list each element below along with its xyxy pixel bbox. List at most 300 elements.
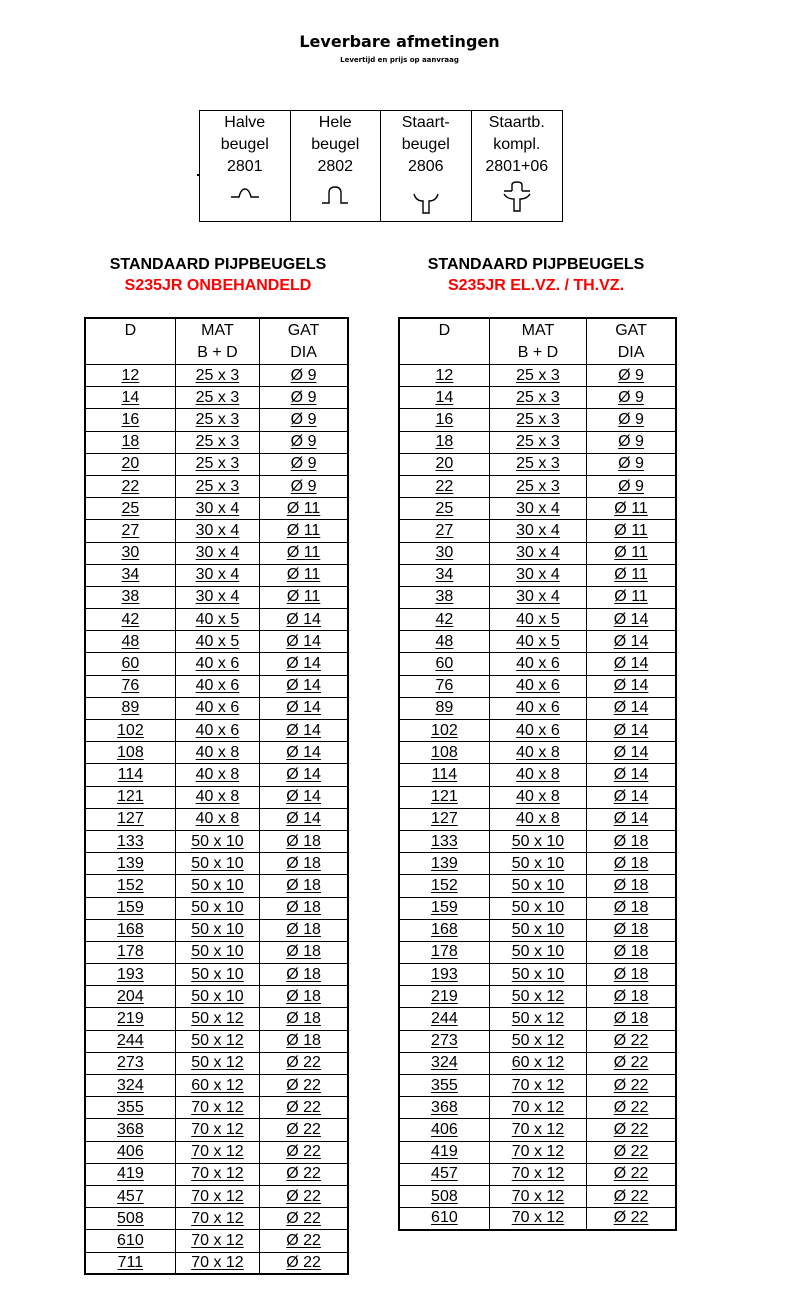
cell-value: 193 [117, 965, 144, 983]
cell-value: Ø 14 [286, 677, 321, 695]
cell-value: Ø 22 [286, 1076, 321, 1094]
diameter-cell [85, 1052, 175, 1074]
table-row [399, 808, 676, 830]
cell-value: 30 x 4 [516, 521, 560, 539]
cell-value: 70 x 12 [191, 1165, 244, 1183]
table-row [85, 387, 348, 409]
diameter-cell [85, 1030, 175, 1052]
hole-cell [587, 542, 676, 564]
diameter-cell [399, 808, 489, 830]
table-row [399, 764, 676, 786]
cell-value: 30 x 4 [195, 544, 240, 562]
material-cell [489, 653, 586, 675]
hole-cell [587, 1141, 676, 1163]
cell-value: Ø 11 [286, 521, 321, 539]
material-cell [175, 786, 259, 808]
table-row [399, 1119, 676, 1141]
material-cell [489, 1119, 586, 1141]
material-cell [175, 520, 259, 542]
cell-value: Ø 9 [290, 433, 317, 451]
cell-value: Ø 18 [286, 943, 321, 961]
table-row [399, 475, 676, 497]
table-row [85, 919, 348, 941]
cell-value: 355 [431, 1076, 458, 1094]
cell-value: 324 [117, 1076, 144, 1094]
column-header-line: MAT [521, 322, 555, 339]
material-cell [175, 564, 259, 586]
hole-cell [260, 564, 348, 586]
cell-value: 273 [431, 1032, 458, 1050]
diameter-cell [85, 586, 175, 608]
material-cell [175, 365, 259, 387]
cell-value: Ø 22 [286, 1231, 321, 1249]
hole-cell [260, 1052, 348, 1074]
diameter-cell [399, 1208, 489, 1230]
cell-value: 193 [431, 965, 458, 983]
diameter-cell [399, 919, 489, 941]
diameter-cell [399, 764, 489, 786]
diameter-cell [399, 409, 489, 431]
cell-value: 50 x 10 [191, 965, 244, 983]
cell-value: 20 [435, 455, 454, 473]
material-cell [175, 830, 259, 852]
cell-value: Ø 14 [286, 632, 321, 650]
diameter-cell [85, 919, 175, 941]
material-cell [489, 1030, 586, 1052]
cell-value: Ø 22 [286, 1209, 321, 1227]
hole-cell [260, 1030, 348, 1052]
cell-value: Ø 11 [614, 499, 648, 517]
bracket-type-code: 2802 [317, 158, 354, 175]
cell-value: 25 x 3 [195, 477, 240, 495]
hole-cell [587, 830, 676, 852]
diameter-cell [85, 697, 175, 719]
cell-value: 133 [431, 832, 458, 850]
diameter-cell [85, 1230, 175, 1252]
cell-value: Ø 18 [286, 987, 321, 1005]
table-row [399, 697, 676, 719]
cell-value: 40 x 5 [516, 610, 560, 628]
material-cell [489, 520, 586, 542]
cell-value: 25 x 3 [195, 366, 240, 384]
hole-cell [587, 1052, 676, 1074]
cell-value: Ø 22 [613, 1143, 649, 1161]
hole-cell [260, 542, 348, 564]
material-cell [489, 431, 586, 453]
table-header-row [399, 318, 676, 365]
material-cell [489, 986, 586, 1008]
hole-cell [587, 875, 676, 897]
cell-value: 40 x 5 [195, 632, 240, 650]
hole-cell [587, 1185, 676, 1207]
cell-value: Ø 18 [613, 965, 649, 983]
cell-value: Ø 18 [286, 832, 321, 850]
material-cell [175, 675, 259, 697]
bracket-type-half [200, 111, 291, 221]
material-cell [175, 431, 259, 453]
cell-value: 30 x 4 [195, 566, 240, 584]
diameter-cell [85, 853, 175, 875]
cell-value: Ø 18 [286, 1032, 321, 1050]
table-row [85, 475, 348, 497]
cell-value: Ø 18 [613, 854, 649, 872]
table-row [85, 365, 348, 387]
cell-value: 25 x 3 [195, 410, 240, 428]
hole-cell [587, 697, 676, 719]
material-cell [489, 875, 586, 897]
cell-value: 34 [435, 566, 454, 584]
diameter-cell [85, 653, 175, 675]
material-cell [175, 586, 259, 608]
cell-value: 50 x 10 [511, 854, 565, 872]
cell-value: 70 x 12 [191, 1253, 244, 1271]
page-subtitle: Levertijd en prijs op aanvraag [340, 56, 459, 64]
material-cell [175, 609, 259, 631]
bracket-types-box [199, 110, 563, 222]
cell-value: 108 [117, 743, 144, 761]
cell-value: 50 x 12 [511, 987, 565, 1005]
diameter-cell [399, 586, 489, 608]
cell-value: 14 [435, 388, 454, 406]
diameter-cell [85, 808, 175, 830]
table-row [85, 1075, 348, 1097]
diameter-cell [399, 1119, 489, 1141]
hole-cell [587, 653, 676, 675]
hole-cell [260, 1208, 348, 1230]
cell-value: Ø 14 [286, 765, 321, 783]
cell-value: Ø 14 [286, 610, 321, 628]
diameter-cell [85, 1163, 175, 1185]
diameter-cell [399, 697, 489, 719]
material-cell [175, 720, 259, 742]
cell-value: Ø 14 [613, 765, 649, 783]
diameter-cell [399, 986, 489, 1008]
cell-value: 18 [121, 433, 140, 451]
table-row [399, 409, 676, 431]
cell-value: Ø 14 [286, 810, 321, 828]
diameter-cell [85, 409, 175, 431]
cell-value: 40 x 6 [195, 721, 240, 739]
cell-value: 159 [117, 899, 144, 917]
cell-value: 42 [121, 610, 140, 628]
diameter-cell [85, 1141, 175, 1163]
cell-value: Ø 22 [286, 1120, 321, 1138]
cell-value: Ø 18 [286, 876, 321, 894]
table-row [399, 1208, 676, 1230]
cell-value: Ø 22 [613, 1165, 649, 1183]
hole-cell [587, 941, 676, 963]
bracket-type-line2: beugel [311, 136, 360, 153]
material-cell [175, 1030, 259, 1052]
material-cell [175, 498, 259, 520]
cell-value: Ø 14 [613, 610, 649, 628]
diameter-cell [399, 875, 489, 897]
table-header-row [85, 318, 348, 365]
hole-cell [587, 742, 676, 764]
cell-value: 40 x 8 [516, 765, 560, 783]
table-row [85, 631, 348, 653]
cell-value: 25 x 3 [516, 433, 560, 451]
cell-value: Ø 14 [286, 788, 321, 806]
cell-value: 14 [121, 388, 140, 406]
cell-value: 70 x 12 [511, 1120, 565, 1138]
material-cell [175, 1208, 259, 1230]
cell-value: 27 [121, 521, 140, 539]
material-cell [489, 1008, 586, 1030]
diameter-cell [85, 1119, 175, 1141]
cell-value: 30 x 4 [516, 588, 560, 606]
material-cell [489, 1052, 586, 1074]
diameter-cell [399, 498, 489, 520]
diameter-cell [399, 387, 489, 409]
hole-cell [260, 387, 348, 409]
cell-value: Ø 9 [618, 455, 644, 473]
hole-cell [260, 453, 348, 475]
table-row [399, 542, 676, 564]
hole-cell [260, 653, 348, 675]
cell-value: 139 [431, 854, 458, 872]
hole-cell [587, 498, 676, 520]
hole-cell [587, 365, 676, 387]
hole-cell [260, 1185, 348, 1207]
cell-value: 610 [431, 1209, 458, 1227]
hole-cell [587, 853, 676, 875]
hole-cell [260, 808, 348, 830]
cell-value: 40 x 5 [516, 632, 560, 650]
material-cell [489, 564, 586, 586]
material-cell [175, 1075, 259, 1097]
cell-value: 139 [117, 854, 144, 872]
cell-value: 711 [117, 1253, 144, 1271]
cell-value: Ø 9 [618, 477, 644, 495]
cell-value: 368 [117, 1120, 144, 1138]
cell-value: Ø 9 [290, 388, 317, 406]
cell-value: Ø 22 [286, 1143, 321, 1161]
table-row [399, 1163, 676, 1185]
table-row [85, 653, 348, 675]
material-cell [489, 697, 586, 719]
cell-value: 42 [435, 610, 454, 628]
diameter-cell [85, 498, 175, 520]
cell-value: Ø 18 [286, 965, 321, 983]
hole-cell [587, 964, 676, 986]
cell-value: Ø 18 [286, 921, 321, 939]
hole-cell [587, 675, 676, 697]
cell-value: 20 [121, 455, 140, 473]
cell-value: Ø 22 [286, 1098, 321, 1116]
cell-value: 70 x 12 [191, 1120, 244, 1138]
hole-cell [260, 475, 348, 497]
cell-value: Ø 14 [613, 699, 649, 717]
material-cell [175, 1252, 259, 1274]
cell-value: 70 x 12 [511, 1209, 565, 1227]
cell-value: 50 x 12 [511, 1010, 565, 1028]
cell-value: Ø 9 [618, 433, 644, 451]
diameter-cell [85, 1208, 175, 1230]
cell-value: 12 [435, 366, 454, 384]
cell-value: 244 [117, 1032, 144, 1050]
diameter-cell [399, 853, 489, 875]
diameter-cell [85, 675, 175, 697]
cell-value: 50 x 12 [191, 1010, 244, 1028]
cell-value: Ø 9 [290, 410, 317, 428]
hole-cell [587, 1208, 676, 1230]
column-header-line: D [438, 322, 451, 339]
hole-cell [587, 520, 676, 542]
cell-value: Ø 14 [613, 655, 649, 673]
cell-value: Ø 22 [613, 1120, 649, 1138]
hole-cell [260, 365, 348, 387]
cell-value: Ø 22 [286, 1054, 321, 1072]
table-row [85, 1230, 348, 1252]
diameter-cell [399, 431, 489, 453]
cell-value: 40 x 6 [516, 699, 560, 717]
cell-value: Ø 14 [613, 810, 649, 828]
bracket-type-code: 2806 [407, 158, 444, 175]
hole-cell [260, 742, 348, 764]
material-cell [175, 742, 259, 764]
table-row [85, 875, 348, 897]
diameter-cell [399, 1030, 489, 1052]
cell-value: 204 [117, 987, 144, 1005]
material-cell [175, 631, 259, 653]
diameter-cell [399, 941, 489, 963]
cell-value: Ø 22 [613, 1032, 649, 1050]
column-header [399, 318, 489, 365]
material-cell [489, 742, 586, 764]
diameter-cell [85, 1008, 175, 1030]
material-cell [489, 498, 586, 520]
diameter-cell [85, 475, 175, 497]
material-cell [489, 786, 586, 808]
right-section-heading [380, 254, 692, 296]
material-cell [175, 409, 259, 431]
cell-value: Ø 22 [613, 1098, 649, 1116]
material-cell [489, 631, 586, 653]
hole-cell [260, 786, 348, 808]
cell-value: 40 x 8 [195, 810, 240, 828]
cell-value: Ø 22 [613, 1187, 649, 1205]
cell-value: 76 [435, 677, 454, 695]
hole-cell [260, 1252, 348, 1274]
cell-value: 38 [121, 588, 140, 606]
cell-value: Ø 18 [613, 987, 649, 1005]
cell-value: Ø 14 [286, 699, 321, 717]
diameter-cell [399, 564, 489, 586]
material-cell [489, 720, 586, 742]
right-pipe-table [398, 317, 677, 1231]
hole-cell [260, 586, 348, 608]
material-cell [489, 475, 586, 497]
table-row [399, 520, 676, 542]
diameter-cell [85, 609, 175, 631]
hole-cell [260, 609, 348, 631]
cell-value: 178 [117, 943, 144, 961]
diameter-cell [399, 365, 489, 387]
table-row [85, 764, 348, 786]
bracket-type-line1: Staart- [401, 114, 450, 131]
material-cell [489, 1141, 586, 1163]
diameter-cell [399, 1097, 489, 1119]
table-row [399, 941, 676, 963]
diameter-cell [85, 564, 175, 586]
table-row [399, 431, 676, 453]
diameter-cell [85, 720, 175, 742]
table-row [85, 897, 348, 919]
hole-cell [260, 409, 348, 431]
hole-cell [260, 1141, 348, 1163]
cell-value: Ø 11 [614, 544, 648, 562]
cell-value: 50 x 10 [191, 921, 244, 939]
table-row [85, 1119, 348, 1141]
left-section-heading [60, 254, 376, 296]
table-row [85, 1097, 348, 1119]
cell-value: 40 x 8 [516, 743, 560, 761]
table-row [399, 609, 676, 631]
material-cell [175, 475, 259, 497]
hole-cell [260, 941, 348, 963]
cell-value: Ø 18 [613, 899, 649, 917]
bracket-type-complete [472, 111, 563, 221]
material-cell [175, 1119, 259, 1141]
cell-value: 159 [431, 899, 458, 917]
cell-value: 30 x 4 [516, 566, 560, 584]
column-header-line: B + D [197, 344, 238, 361]
hole-cell [260, 875, 348, 897]
hole-cell [587, 720, 676, 742]
material-cell [175, 1230, 259, 1252]
cell-value: Ø 18 [613, 921, 649, 939]
table-row [399, 365, 676, 387]
cell-value: 48 [121, 632, 140, 650]
diameter-cell [399, 1163, 489, 1185]
hole-cell [260, 431, 348, 453]
bracket-type-code: 2801+06 [485, 158, 549, 175]
table-row [399, 742, 676, 764]
table-row [85, 1185, 348, 1207]
section-subtitle: S235JR EL.VZ. / TH.VZ. [447, 277, 625, 294]
cell-value: 168 [117, 921, 144, 939]
cell-value: 508 [431, 1187, 458, 1205]
diameter-cell [399, 520, 489, 542]
table-row [85, 1141, 348, 1163]
material-cell [489, 453, 586, 475]
cell-value: 30 [121, 544, 140, 562]
table-row [85, 830, 348, 852]
table-row [85, 409, 348, 431]
diameter-cell [85, 365, 175, 387]
diameter-cell [85, 986, 175, 1008]
material-cell [175, 387, 259, 409]
cell-value: 610 [117, 1231, 144, 1249]
bracket-type-code: 2801 [226, 158, 263, 175]
material-cell [175, 1163, 259, 1185]
material-cell [489, 1163, 586, 1185]
cell-value: Ø 18 [613, 1010, 649, 1028]
material-cell [175, 808, 259, 830]
diameter-cell [85, 786, 175, 808]
table-row [85, 1163, 348, 1185]
material-cell [489, 387, 586, 409]
cell-value: Ø 9 [618, 388, 644, 406]
cell-value: Ø 14 [613, 721, 649, 739]
hole-cell [260, 498, 348, 520]
table-row [399, 1097, 676, 1119]
diameter-cell [399, 1141, 489, 1163]
cell-value: Ø 14 [286, 743, 321, 761]
hole-cell [587, 764, 676, 786]
cell-value: 50 x 10 [511, 832, 565, 850]
